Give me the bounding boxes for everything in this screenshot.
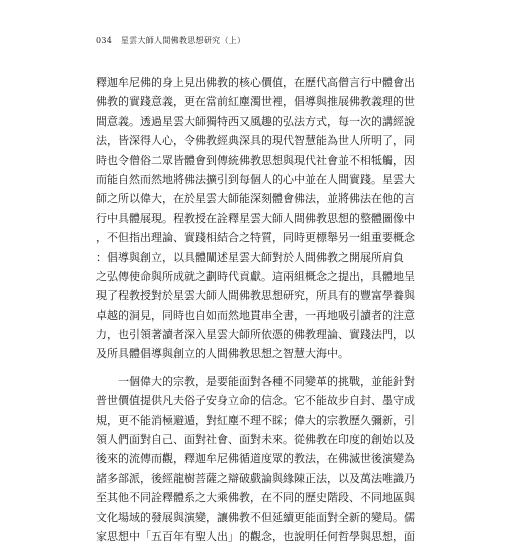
paragraph-2 [96,372,415,546]
text-line: 領人們面對自己、面對社會、面對未來。從佛教在印度的創始以及 [96,433,415,447]
text-line: 諸多部派，後經龍樹菩薩之辯破戲論與緣陳正法，以及萬法唯識乃 [96,471,415,485]
text-line: 釋迦牟尼佛的身上見出佛教的核心價值，在歷代高僧言行中體會出 [96,76,415,89]
text-line: 規，更不能消極避遁，對紅塵不理不睬；偉大的宗教歷久彌新，引 [96,413,415,427]
text-line: 師之所以偉大，在於星雲大師能深刻體會佛法，並將佛法在他的言 [96,192,415,206]
text-line: 及所具體倡導與創立的人間佛教思想之智慧大海中。 [96,347,349,361]
body-text [96,73,415,546]
text-line: 而能自然而然地將佛法擴引到每個人的心中並在人間實踐。星雲大 [96,172,415,186]
text-line: 卓越的洞見，同時也自如而然地貫串全書，一再地吸引讀者的注意 [96,308,415,322]
text-line: 佛教的實踐意義，更在當前紅塵濁世裡，倡導與推展佛教義理的世 [96,95,415,109]
text-line: 力，也引領著讀者深入星雲大師所依憑的佛教理論、實踐法門，以 [96,328,415,342]
text-line: 行中具體展現。程教授在詮釋星雲大師人間佛教思想的整體圖像中 [96,211,415,225]
text-line: 普世價值提供凡夫俗子安身立命的信念。它不能故步自封、墨守成 [96,394,415,408]
text-line: 現了程教授對於星雲大師人間佛教思想研究，所具有的豐富學養與 [96,289,415,303]
page-number: 034 [96,36,113,45]
text-line: 之弘傳使命與所成就之劃時代貢獻。這兩組概念之提出，具體地呈 [96,269,415,283]
running-header [96,36,245,46]
text-line: 後來的流傳而觀，釋迦牟尼佛循道度眾的教法，在佛滅世後演變為 [96,452,415,466]
text-line: 家思想中「五百年有聖人出」的觀念，也說明任何哲學與思想，面 [96,529,415,543]
book-title: 星雲大師人間佛教思想研究（上） [120,36,246,45]
text-line: 間意義。透過星雲大師獨特西又風趣的弘法方式，每一次的講經說 [96,114,415,128]
text-line: ：倡導與創立，以具體闡述星雲大師對於人間佛教之開展所肩負 [96,250,404,264]
text-line: 時也令僧俗二眾皆體會到傳統佛教思想與現代社會並不相牴觸，因 [96,153,415,167]
text-line: 一個偉大的宗教，是要能面對各種不同變革的挑戰，並能針對 [118,374,415,388]
paragraph-1 [96,73,415,364]
text-line: 文化場域的發展與演變，讓佛教不但延續更能面對全新的變局。儒 [96,510,415,524]
paragraph-gap [96,364,396,372]
text-line: 至其他不同詮釋體系之大乘佛教，在不同的歷史階段、不同地區與 [96,491,415,505]
text-line: ，不但指出理論、實踐相結合之特質，同時更標舉另一組重要概念 [96,231,415,245]
text-line: 法，皆深得人心，令佛教經典深具的現代智慧能為世人所明了，同 [96,134,415,148]
